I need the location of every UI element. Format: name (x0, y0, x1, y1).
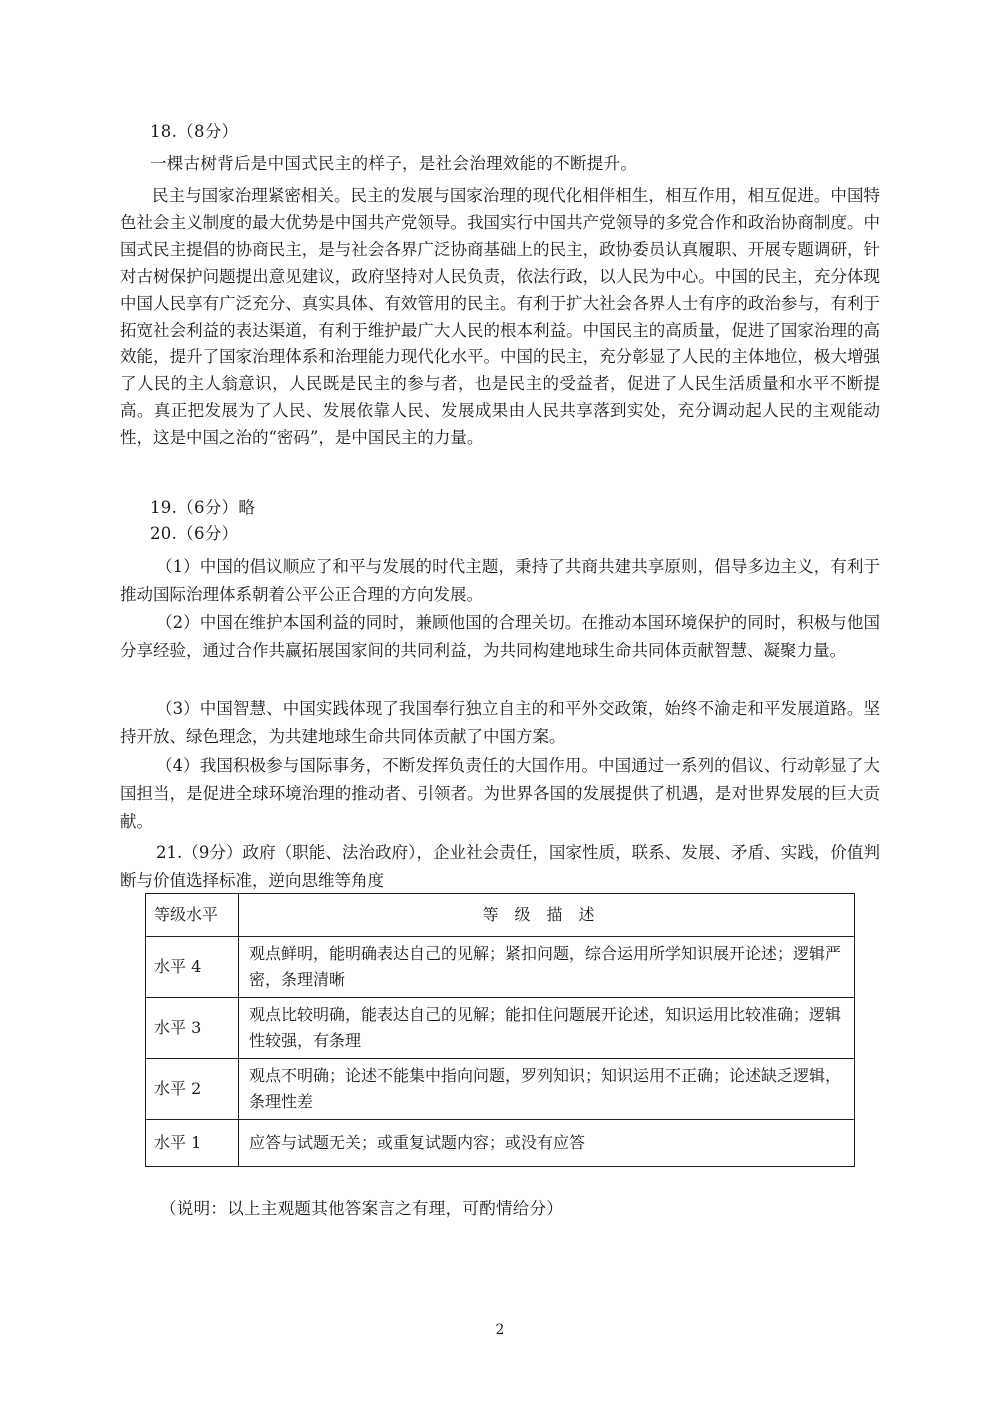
q18-body: 民主与国家治理紧密相关。民主的发展与国家治理的现代化相伴相生，相互作用，相互促进。中国特色社会主义制度的最大优势是中国共产党领导。我国实行中国共产党领导的多党合作和政治协商制度。中国式民主提倡的协商民主，是与社会各界广泛协商基础上的民主，政协委员认真履职、开展专题调研，针对古树保护问题提出意见建议，政府坚持对人民负责，依法行政，以人民为中心。中国的民主，充分体现中国人民享有广泛充分、真实具体、有效管用的民主。有利于扩大社会各界人士有序的政治参与，有利于拓宽社会利益的表达渠道，有利于维护最广大人民的根本利益。中国民主的高质量，促进了国家治理的高效能，提升了国家治理体系和治理能力现代化水平。中国的民主，充分彰显了人民的主体地位，极大增强了人民的主人翁意识，人民既是民主的参与者，也是民主的受益者，促进了人民生活质量和水平不断提高。真正把发展为了人民、发展依靠人民、发展成果由人民共享落到实处，充分调动起人民的主观能动性，这是中国之治的“密码”，是中国民主的力量。 (120, 186, 880, 448)
q18-first-line: 一棵古树背后是中国式民主的样子，是社会治理效能的不断提升。 (150, 154, 638, 173)
q20-point-2: （2）中国在维护本国利益的同时，兼顾他国的合理关切。在推动本国环境保护的同时，积极与他国分享经验，通过合作共赢拓展国家间的共同利益，为共同构建地球生命共同体贡献智慧、凝聚力量。 (120, 613, 880, 660)
q19-heading: 19.（6分）略 (150, 498, 256, 517)
q18-heading: 18.（8分） (150, 122, 239, 141)
level-cell: 水平 2 (146, 1059, 239, 1120)
page-number: 2 (495, 1322, 505, 1338)
table-row (146, 937, 855, 998)
level-cell: 水平 4 (146, 937, 239, 998)
level-cell: 水平 3 (146, 998, 239, 1059)
grading-table-header (146, 894, 855, 937)
desc-cell: 观点鲜明，能明确表达自己的见解；紧扣问题，综合运用所学知识展开论述；逻辑严密，条理清晰 (239, 937, 855, 998)
col-level-header: 等级水平 (146, 894, 239, 937)
scoring-note: （说明：以上主观题其他答案言之有理，可酌情给分） (160, 1199, 564, 1218)
col-desc-header: 等级描述 (239, 894, 855, 937)
desc-cell: 观点比较明确，能表达自己的见解；能扣住问题展开论述，知识运用比较准确；逻辑性较强，有条理 (239, 998, 855, 1059)
desc-cell: 应答与试题无关；或重复试题内容；或没有应答 (239, 1120, 855, 1167)
table-row (146, 998, 855, 1059)
q21-heading: 21.（9分）政府（职能、法治政府），企业社会责任，国家性质，联系、发展、矛盾、实践，价值判断与价值选择标准，逆向思维等角度 (120, 843, 880, 890)
level-cell: 水平 1 (146, 1120, 239, 1167)
table-row (146, 1120, 855, 1167)
desc-cell: 观点不明确；论述不能集中指向问题，罗列知识；知识运用不正确；论述缺乏逻辑，条理性差 (239, 1059, 855, 1120)
q20-heading: 20.（6分） (150, 524, 239, 543)
q20-point-1: （1）中国的倡议顺应了和平与发展的时代主题，秉持了共商共建共享原则，倡导多边主义，有利于推动国际治理体系朝着公平公正合理的方向发展。 (120, 557, 880, 604)
q20-point-3: （3）中国智慧、中国实践体现了我国奉行独立自主的和平外交政策，始终不渝走和平发展道路。坚持开放、绿色理念，为共建地球生命共同体贡献了中国方案。 (120, 699, 880, 746)
q20-point-4: （4）我国积极参与国际事务，不断发挥负责任的大国作用。中国通过一系列的倡议、行动彰显了大国担当，是促进全球环境治理的推动者、引领者。为世界各国的发展提供了机遇，是对世界发展的巨大贡献。 (120, 756, 880, 831)
grading-table (145, 893, 855, 1167)
table-row (146, 1059, 855, 1120)
